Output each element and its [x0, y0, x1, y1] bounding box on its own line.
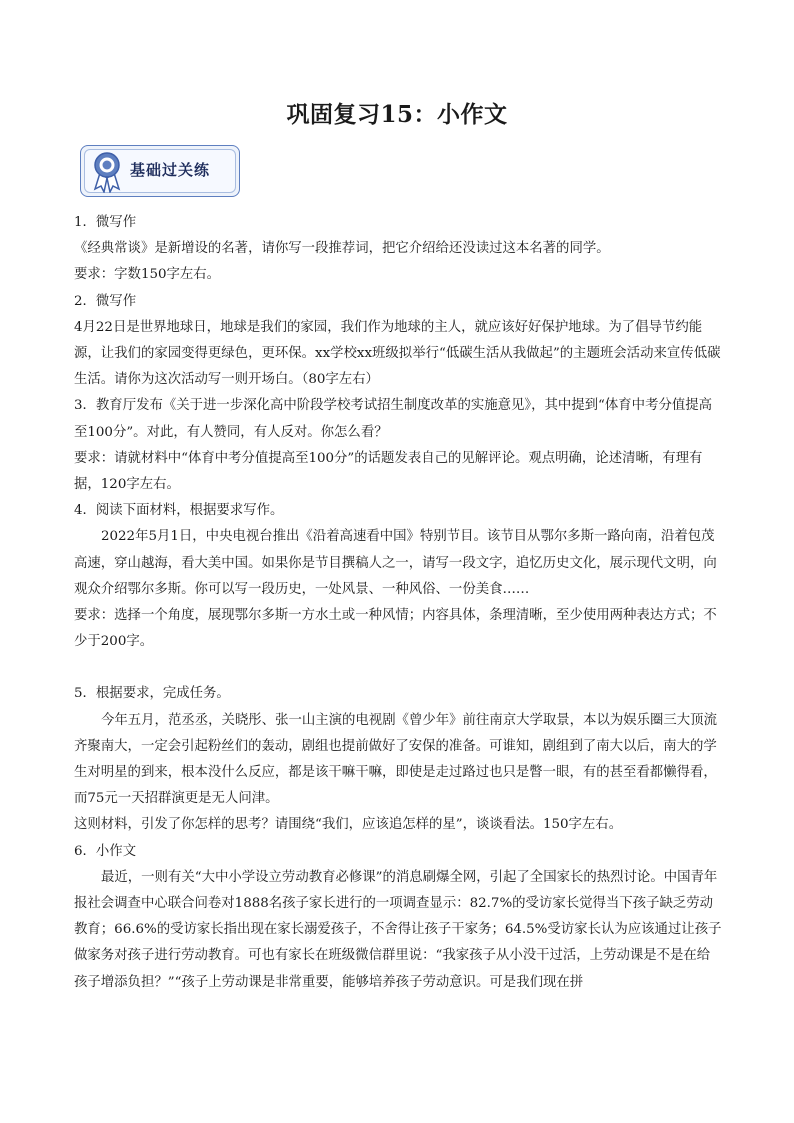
- question-heading: 2．微写作: [74, 293, 137, 309]
- section-banner: [80, 145, 240, 197]
- question-heading: 6．小作文: [74, 843, 137, 859]
- medal-icon: [90, 151, 124, 193]
- question-text: 最近，一则有关“大中小学设立劳动教育必修课”的消息刷爆全网，引起了全国家长的热烈讨论。中国青年报社会调查中心联合问卷对1888名孩子家长进行的一项调查显示：82.7%的受访家长觉得当下孩子缺乏劳动教育；66.6%的受访家长指出现在家长溺爱孩子，不舍得让孩子干家务；64.5%受访家长认为应该通过让孩子做家务对孩子进行劳动教育。可也有家长在班级微信群里说：“我家孩子从小没干过活，上劳动课是不是在给孩子增添负担？”“孩子上劳动课是非常重要，能够培养孩子劳动意识。可是我们现在拼: [74, 869, 722, 990]
- question-heading: 4．阅读下面材料，根据要求写作。: [74, 503, 284, 519]
- question-text: 要求：字数150字左右。: [74, 267, 221, 283]
- question-text: 这则材料，引发了你怎样的思考？请围绕“我们，应该追怎样的星”，谈谈看法。150字左右。: [74, 817, 623, 833]
- spacer: [74, 655, 722, 681]
- question-heading: 5．根据要求，完成任务。: [74, 686, 230, 702]
- question-text: 要求：选择一个角度，展现鄂尔多斯一方水土或一种风情；内容具体，条理清晰，至少使用两种表达方式；不少于200字。: [74, 608, 717, 650]
- page-title: 巩固复习15：小作文: [286, 101, 508, 128]
- question-heading: 3．教育厅发布《关于进一步深化高中阶段学校考试招生制度改革的实施意见》，其中提到“体育中考分值提高至100分”。对此，有人赞同，有人反对。你怎么看？: [74, 398, 713, 440]
- question-heading: 1．微写作: [74, 215, 137, 230]
- question-list: [74, 210, 722, 996]
- question-text: 要求：请就材料中“体育中考分值提高至100分”的话题发表自己的见解评论。观点明确，论述清晰，有理有据，120字左右。: [74, 450, 703, 493]
- question-text: 2022年5月1日，中央电视台推出《沿着高速看中国》特别节目。该节目从鄂尔多斯一路向南，沿着包茂高速，穿山越海，看大美中国。如果你是节目撰稿人之一，请写一段文字，追忆历史文化，展示现代文明，向观众介绍鄂尔多斯。你可以写一段历史，一处风景、一种风俗、一份美食……: [74, 529, 717, 597]
- question-text: 今年五月，范丞丞，关晓彤、张一山主演的电视剧《曾少年》前往南京大学取景，本以为娱乐圈三大顶流齐聚南大，一定会引起粉丝们的轰动，剧组也提前做好了安保的准备。可谁知，剧组到了南大以后，南大的学生对明星的到来，根本没什么反应，都是该干嘛干嘛，即使是走过路过也只是瞥一眼，有的甚至看都懒得看，而75元一天招群演更是无人问津。: [74, 712, 717, 807]
- question-text: 《经典常谈》是新增设的名著，请你写一段推荐词，把它介绍给还没读过这本名著的同学。: [74, 241, 610, 257]
- banner-label: 基础过关练: [130, 161, 211, 179]
- question-text: 4月22日是世界地球日，地球是我们的家园，我们作为地球的主人，就应该好好保护地球。为了倡导节约能源，让我们的家园变得更绿色，更环保。xx学校xx班级拟举行“低碳生活从我做起”的主题班会活动来宣传低碳生活。请你为这次活动写一则开场白。（80字左右）: [74, 319, 721, 388]
